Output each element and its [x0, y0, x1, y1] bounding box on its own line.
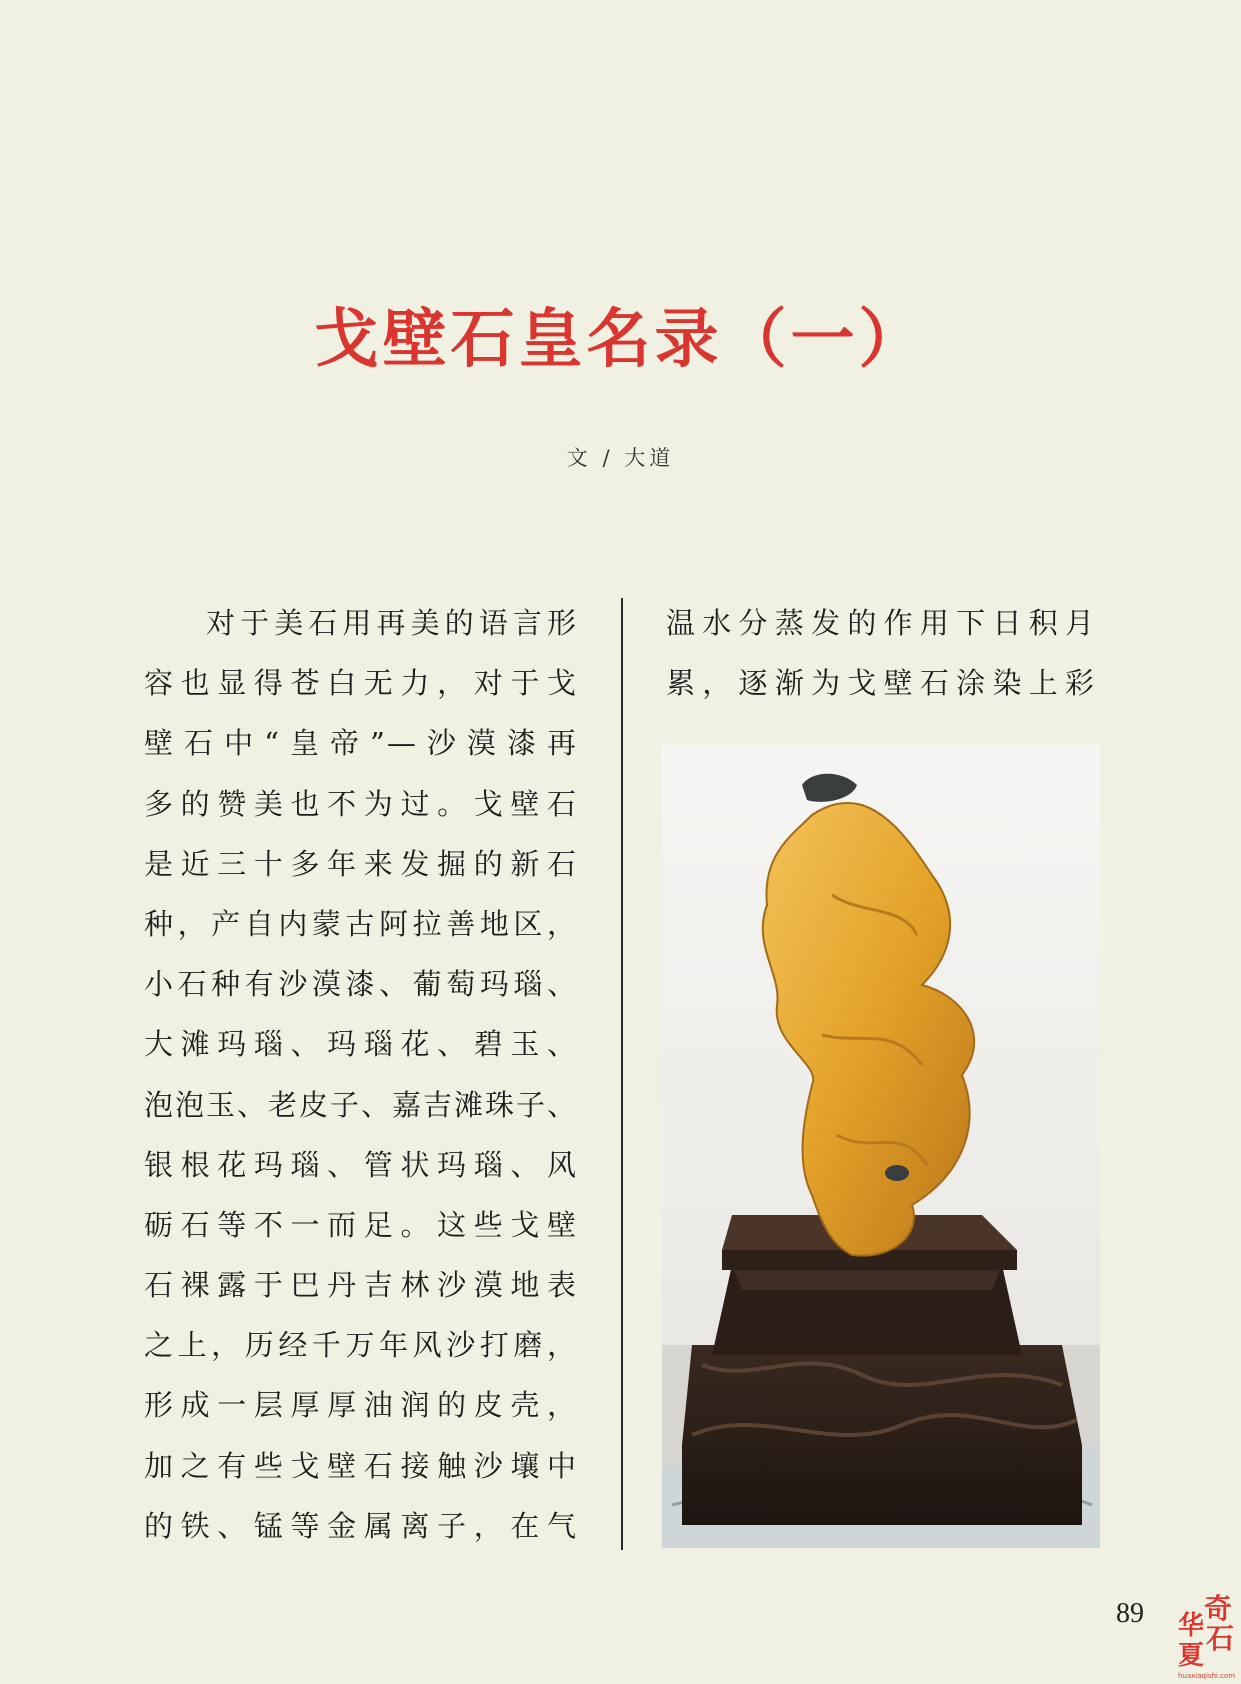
stone-photo: [662, 745, 1100, 1548]
paragraph-line: 对于美石用再美的语言形: [206, 606, 578, 640]
right-text-column: [666, 593, 1096, 713]
paragraph-line: 之上，历经千万年风沙打磨，: [144, 1328, 578, 1363]
article-title: 戈壁石皇名录（一）: [314, 302, 927, 377]
paragraph-line: 泡泡玉、老皮子、嘉吉滩珠子、: [144, 1087, 579, 1122]
paragraph-line: 形成一层厚厚油润的皮壳，: [144, 1388, 578, 1423]
gobi-stone-on-stand-image: [662, 745, 1100, 1548]
svg-text:夏: 夏: [1178, 1641, 1205, 1671]
paragraph-line: 温水分蒸发的作用下日积月: [666, 606, 1096, 640]
svg-text:奇: 奇: [1204, 1592, 1233, 1625]
left-text-column: [144, 593, 578, 1556]
svg-text:石: 石: [1206, 1622, 1235, 1655]
paragraph-line: 银根花玛瑙、管状玛瑙、风: [144, 1147, 578, 1182]
paragraph-line: 小石种有沙漠漆、葡萄玛瑙、: [144, 967, 578, 1002]
byline: 文 / 大道: [566, 446, 675, 470]
paragraph-line: 是近三十多年来发掘的新石: [144, 846, 578, 881]
svg-text:华: 华: [1178, 1611, 1205, 1641]
page-number: 89: [1116, 1598, 1144, 1629]
paragraph-line: 加之有些戈壁石接触沙壤中: [144, 1448, 578, 1483]
watermark-seal: [1176, 1588, 1238, 1680]
paragraph-line: 累，逐渐为戈壁石涂染上彩: [666, 666, 1096, 701]
paragraph-line: 种，产自内蒙古阿拉善地区，: [144, 906, 578, 941]
paragraph-line: 多的赞美也不为过。戈壁石: [144, 786, 578, 821]
paragraph-line: 的铁、锰等金属离子，在气: [144, 1508, 578, 1543]
paragraph-line: 容也显得苍白无力，对于戈: [144, 666, 578, 701]
huaxia-qishi-logo: [1176, 1588, 1238, 1680]
paragraph-line: 石裸露于巴丹吉林沙漠地表: [144, 1268, 578, 1303]
paragraph-line: 砺石等不一而足。这些戈壁: [144, 1207, 578, 1242]
column-divider: [621, 598, 623, 1550]
paragraph-line: 大滩玛瑙、玛瑙花、碧玉、: [144, 1027, 578, 1062]
svg-text:huaxiaqishi.com: huaxiaqishi.com: [1178, 1672, 1236, 1680]
paragraph-line: 壁石中“皇帝”—沙漠漆再: [144, 726, 578, 761]
